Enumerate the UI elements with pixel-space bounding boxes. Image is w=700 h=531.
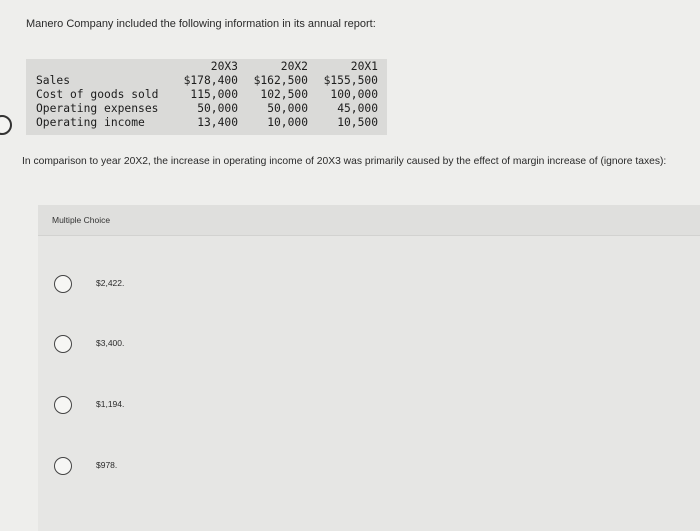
table-row	[26, 88, 387, 102]
multiple-choice-panel	[38, 205, 700, 531]
column-header: 20X2	[280, 60, 308, 73]
answer-option[interactable]	[54, 275, 354, 297]
intro-text: Manero Company included the following information in its annual report:	[26, 18, 376, 30]
row-label: Operating expenses	[36, 102, 159, 115]
radio-button-icon[interactable]	[54, 396, 72, 414]
table-cell: 115,000	[190, 88, 238, 101]
radio-button-icon[interactable]	[54, 457, 72, 475]
column-header: 20X3	[210, 60, 238, 73]
table-row	[26, 102, 387, 116]
table-cell: 13,400	[197, 116, 238, 129]
row-label: Operating income	[36, 116, 145, 129]
answer-option-label[interactable]: $978.	[96, 460, 118, 470]
table-cell: 100,000	[330, 88, 378, 101]
financial-table	[26, 59, 387, 135]
answer-option-label[interactable]: $2,422.	[96, 278, 125, 288]
answer-option-label[interactable]: $3,400.	[96, 338, 125, 348]
row-label: Sales	[36, 74, 71, 87]
multiple-choice-header	[38, 205, 700, 236]
left-edge-circle-icon	[0, 115, 12, 135]
table-cell: 10,500	[337, 116, 378, 129]
table-cell: 10,000	[267, 116, 308, 129]
answer-option[interactable]	[54, 396, 354, 418]
table-cell: $178,400	[183, 74, 238, 87]
table-header-row	[26, 60, 387, 74]
radio-button-icon[interactable]	[54, 335, 72, 353]
table-cell: 50,000	[267, 102, 308, 115]
table-cell: 102,500	[260, 88, 308, 101]
question-text: In comparison to year 20X2, the increase in operating income of 20X3 was primarily caused by the effect of margin increase of (ignore taxes):	[22, 156, 667, 167]
table-row	[26, 116, 387, 130]
radio-button-icon[interactable]	[54, 275, 72, 293]
table-cell: 50,000	[197, 102, 238, 115]
column-header: 20X1	[350, 60, 378, 73]
table-cell: $162,500	[253, 74, 308, 87]
multiple-choice-title: Multiple Choice	[52, 215, 111, 225]
table-cell: 45,000	[337, 102, 378, 115]
answer-option[interactable]	[54, 457, 354, 479]
table-cell: $155,500	[323, 74, 378, 87]
table-row	[26, 74, 387, 88]
answer-option[interactable]	[54, 335, 354, 357]
answer-option-label[interactable]: $1,194.	[96, 399, 125, 409]
row-label: Cost of goods sold	[36, 88, 159, 101]
